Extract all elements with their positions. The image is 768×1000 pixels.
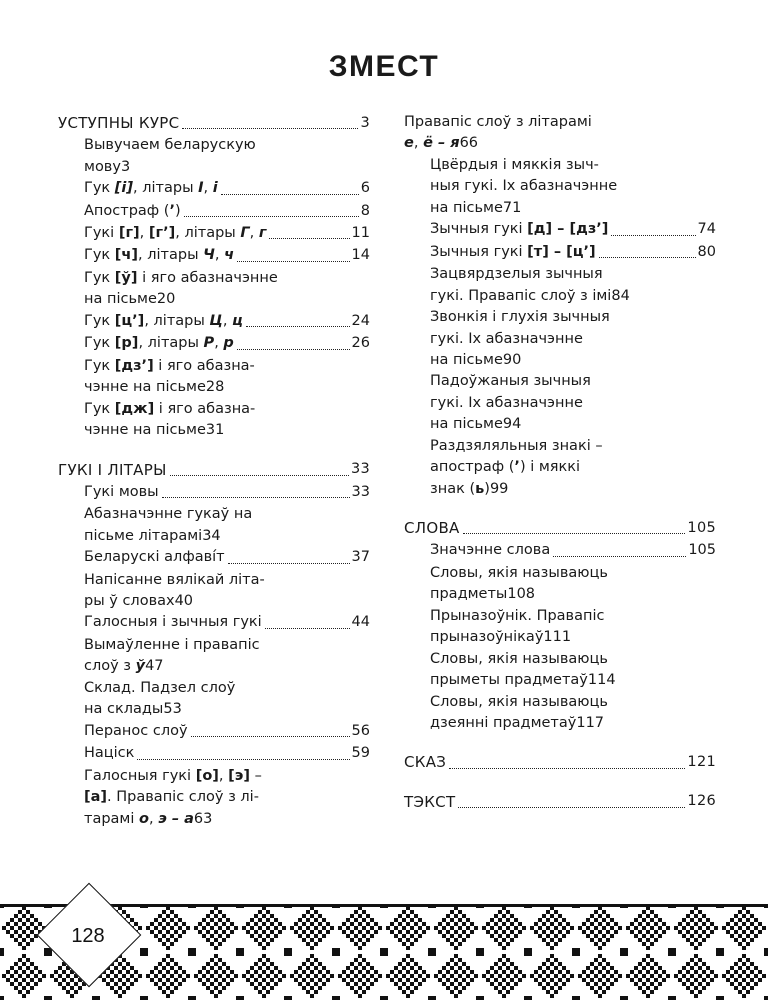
toc-entry-label: [а]. Правапіс слоў з лі-: [84, 789, 259, 806]
toc-entry-label: Гук [ч], літары Ч, ч: [84, 247, 235, 264]
toc-entry[interactable]: [58, 612, 370, 633]
toc-entry-label: гукі. Правапіс слоў з імі: [430, 287, 612, 304]
toc-entry-page: 40: [174, 592, 194, 609]
toc-entry-label: СКАЗ: [404, 753, 447, 772]
toc-entry-page: 56: [351, 722, 370, 739]
dot-leader: [221, 193, 359, 195]
toc-entry-label: чэнне на пісьме: [84, 379, 206, 396]
toc-entry-label: ГУКІ І ЛІТАРЫ: [58, 460, 167, 479]
toc-section-heading[interactable]: [404, 751, 716, 773]
toc-entry-lastline: [84, 809, 370, 830]
toc-entry[interactable]: [58, 721, 370, 742]
toc-entry-label: Склад. Падзел слоў: [84, 679, 236, 696]
toc-entry[interactable]: [58, 547, 370, 568]
toc-entry-label: Апостраф (’): [84, 202, 181, 219]
toc-entry-page: 66: [459, 135, 479, 152]
toc-entry-label: пісьме літарамі: [84, 527, 203, 544]
toc-entry[interactable]: [404, 155, 716, 219]
toc-entry-page: 14: [351, 247, 370, 264]
toc-entry-label: Прыназоўнік. Правапіс: [430, 607, 605, 624]
toc-entry-page: 31: [205, 422, 225, 439]
toc-entry[interactable]: [58, 333, 370, 354]
toc-entry-lastline: [430, 286, 716, 307]
toc-entry[interactable]: [58, 678, 370, 721]
toc-section: [404, 751, 716, 773]
toc-entry-lastline: [430, 198, 716, 219]
toc-entry-lastline: [84, 157, 370, 178]
toc-right-column: [404, 112, 716, 830]
toc-entry-label: Гук [дз’] і яго абазна-: [84, 357, 255, 374]
toc-entry-label: ры ў словах: [84, 592, 175, 609]
toc-entry-label: Напісанне вялікай літа-: [84, 571, 265, 588]
toc-entry-page: 24: [351, 312, 370, 329]
toc-entry-label: на склады: [84, 701, 164, 718]
toc-entry-label: слоў з ў: [84, 658, 146, 675]
dot-leader: [182, 127, 358, 129]
toc-entry-page: 34: [202, 527, 221, 544]
toc-columns: [0, 84, 768, 830]
toc-entry[interactable]: [404, 436, 716, 500]
toc-left-column: [58, 112, 370, 830]
toc-entry-label: дзеянні прадметаў: [430, 714, 577, 731]
toc-entry-label: Вывучаем беларускую: [84, 137, 256, 154]
toc-entry-label: Галосныя гукі [о], [э] –: [84, 767, 262, 784]
toc-entry-lastline: [430, 414, 716, 435]
dot-leader: [611, 234, 695, 236]
toc-entry-page: 44: [351, 614, 370, 631]
toc-entry-lastline: [84, 420, 370, 441]
toc-entry-label: гукі. Іх абазначэнне: [430, 394, 583, 411]
toc-entry-page: 121: [687, 754, 716, 771]
toc-entry-label: Падоўжаныя зычныя: [430, 373, 591, 390]
toc-entry[interactable]: [404, 563, 716, 606]
toc-entry-label: Зацвярдзелыя зычныя: [430, 266, 603, 283]
toc-entry-lastline: [430, 627, 716, 648]
toc-section-heading[interactable]: [404, 517, 716, 539]
toc-entry-label: прыназоўнікаў: [430, 629, 544, 646]
dot-leader: [246, 325, 350, 327]
toc-entry-page: 74: [697, 221, 716, 238]
toc-entry-label: Гук [і], літары І, і: [84, 180, 218, 197]
dot-leader: [170, 474, 349, 476]
dot-leader: [237, 348, 350, 350]
toc-entry-page: 33: [350, 461, 370, 478]
toc-entry[interactable]: [58, 743, 370, 764]
toc-entry-label: мову: [84, 158, 121, 175]
toc-entry-page: 105: [687, 519, 716, 536]
toc-entry-page: 108: [507, 586, 536, 603]
dot-leader: [449, 767, 685, 769]
toc-entry-label: апостраф (’) і мяккі: [430, 459, 581, 476]
toc-entry-page: 111: [543, 629, 572, 646]
dot-leader: [463, 532, 686, 534]
toc-entry-lastline: [84, 699, 370, 720]
toc-entry-page: 26: [351, 335, 370, 352]
toc-entry-page: 59: [351, 745, 370, 762]
toc-entry-label: гукі. Іх абазначэнне: [430, 330, 583, 347]
toc-entry-lastline: [404, 133, 716, 154]
toc-entry-label: Гук [р], літары Р, р: [84, 335, 234, 352]
toc-section-heading[interactable]: [58, 112, 370, 134]
toc-entry[interactable]: [58, 766, 370, 830]
toc-entry-label: е, ё – я: [404, 135, 460, 152]
page-number: 128: [71, 924, 105, 947]
toc-entry[interactable]: [404, 540, 716, 561]
toc-section: [58, 112, 370, 442]
toc-entry-label: на пісьме: [430, 351, 503, 368]
toc-entry-label: Гук [дж] і яго абазна-: [84, 400, 256, 417]
toc-entry[interactable]: [404, 219, 716, 240]
toc-entry-label: знак (ь): [430, 480, 490, 497]
dot-leader: [269, 237, 349, 239]
dot-leader: [137, 758, 349, 760]
toc-entry-lastline: [430, 479, 716, 500]
toc-entry-page: 11: [351, 225, 370, 241]
toc-entry-label: Гук [ц’], літары Ц, ц: [84, 312, 243, 329]
toc-entry-page: 126: [687, 793, 716, 810]
toc-entry-lastline: [84, 526, 370, 547]
toc-entry-label: Раздзяляльныя знакі –: [430, 437, 603, 454]
toc-entry-label: на пісьме: [430, 416, 503, 433]
toc-entry[interactable]: [58, 399, 370, 442]
toc-entry-page: 114: [587, 672, 616, 689]
toc-entry-label: Гукі мовы: [84, 483, 159, 500]
toc-section: [404, 112, 716, 500]
toc-entry-label: Словы, якія называюць: [430, 564, 608, 581]
toc-entry[interactable]: [58, 178, 370, 199]
toc-entry-lastline: [430, 713, 716, 734]
toc-entry-label: Значэнне слова: [430, 542, 551, 559]
toc-entry-label: ТЭКСТ: [404, 792, 456, 811]
toc-entry[interactable]: [58, 504, 370, 547]
toc-entry-page: 37: [351, 549, 370, 566]
toc-entry-label: Словы, якія называюць: [430, 693, 608, 710]
toc-entry[interactable]: [58, 135, 370, 178]
dot-leader: [458, 806, 685, 808]
toc-entry-label: Правапіс слоў з літарамі: [404, 114, 592, 130]
toc-entry-lastline: [430, 350, 716, 371]
toc-entry[interactable]: [404, 307, 716, 371]
page-title: ЗМЕСТ: [328, 50, 440, 83]
toc-entry-label: тарамі о, э – а: [84, 810, 194, 827]
toc-entry-page: 80: [697, 243, 716, 260]
toc-entry-page: 90: [502, 351, 522, 368]
dot-leader: [265, 627, 350, 629]
dot-leader: [237, 260, 350, 262]
dot-leader: [553, 555, 686, 557]
toc-entry-label: ныя гукі. Іх абазначэнне: [430, 178, 618, 195]
toc-entry-page: 3: [360, 114, 370, 131]
toc-entry-label: на пісьме: [84, 291, 157, 308]
toc-section-heading[interactable]: [58, 459, 370, 481]
toc-entry[interactable]: [58, 223, 370, 244]
dot-leader: [191, 735, 350, 737]
toc-entry[interactable]: [58, 268, 370, 311]
toc-entry[interactable]: [58, 482, 370, 503]
toc-entry-label: на пісьме: [430, 199, 503, 216]
toc-entry-label: Зычныя гукі [т] – [ц’]: [430, 243, 596, 260]
toc-entry[interactable]: [404, 649, 716, 692]
toc-entry-label: Гукі [г], [г’], літары Г, г: [84, 225, 267, 241]
toc-entry[interactable]: [58, 570, 370, 613]
toc-section: [404, 517, 716, 734]
toc-section: [404, 791, 716, 813]
dot-leader: [599, 256, 696, 258]
toc-entry-page: 84: [611, 287, 630, 304]
toc-entry-page: 99: [489, 480, 509, 497]
toc-entry-label: Гук [ў] і яго абазначэнне: [84, 269, 278, 286]
toc-entry-label: Вымаўленне і правапіс: [84, 636, 260, 653]
toc-entry-page: 94: [502, 416, 522, 433]
toc-section-heading[interactable]: [404, 791, 716, 813]
toc-entry-label: Перанос слоў: [84, 722, 188, 739]
dot-leader: [184, 215, 359, 217]
toc-entry-label: Галосныя і зычныя гукі: [84, 614, 262, 631]
toc-entry-lastline: [84, 377, 370, 398]
toc-entry-lastline: [84, 591, 370, 612]
dot-leader: [228, 562, 350, 564]
toc-entry[interactable]: [58, 245, 370, 266]
toc-entry-page: 33: [351, 483, 370, 500]
toc-entry-page: 6: [360, 180, 370, 197]
toc-entry-page: 20: [156, 291, 176, 308]
toc-entry-label: Словы, якія называюць: [430, 650, 608, 667]
toc-section: [58, 459, 370, 830]
toc-entry-label: чэнне на пісьме: [84, 422, 206, 439]
toc-entry-label: УСТУПНЫ КУРС: [58, 114, 180, 132]
toc-entry-label: Беларускі алфаві́т: [84, 549, 225, 566]
toc-entry-lastline: [84, 289, 370, 310]
toc-entry-lastline: [430, 670, 716, 691]
toc-entry[interactable]: [404, 242, 716, 263]
toc-entry-label: Цвёрдыя і мяккія зыч-: [430, 156, 599, 173]
toc-entry-page: 63: [193, 810, 213, 827]
toc-entry-label: СЛОВА: [404, 519, 460, 538]
toc-entry-page: 8: [360, 202, 370, 219]
toc-entry[interactable]: [58, 201, 370, 222]
toc-entry[interactable]: [58, 311, 370, 332]
toc-entry[interactable]: [404, 112, 716, 155]
toc-entry-page: 117: [576, 714, 605, 731]
toc-entry-lastline: [84, 656, 370, 677]
dot-leader: [162, 496, 350, 498]
toc-entry[interactable]: [404, 264, 716, 307]
toc-entry-label: прадметы: [430, 586, 508, 603]
toc-entry[interactable]: [404, 606, 716, 649]
toc-entry-label: прыметы прадметаў: [430, 672, 588, 689]
toc-entry-page: 71: [502, 199, 522, 216]
toc-entry[interactable]: [58, 356, 370, 399]
toc-entry-label: Націск: [84, 745, 135, 762]
toc-entry[interactable]: [58, 635, 370, 678]
toc-entry-page: 105: [688, 542, 716, 559]
toc-entry-lastline: [430, 584, 716, 605]
toc-entry-page: 3: [120, 158, 131, 175]
toc-entry-page: 47: [145, 658, 164, 675]
toc-entry-label: Звонкія і глухія зычныя: [430, 309, 610, 326]
toc-entry-label: Зычныя гукі [д] – [дз’]: [430, 221, 609, 238]
toc-entry-page: 53: [163, 701, 182, 718]
toc-entry[interactable]: [404, 371, 716, 435]
toc-entry[interactable]: [404, 692, 716, 735]
toc-entry-page: 28: [205, 379, 225, 396]
toc-entry-label: Абазначэнне гукаў на: [84, 506, 253, 523]
